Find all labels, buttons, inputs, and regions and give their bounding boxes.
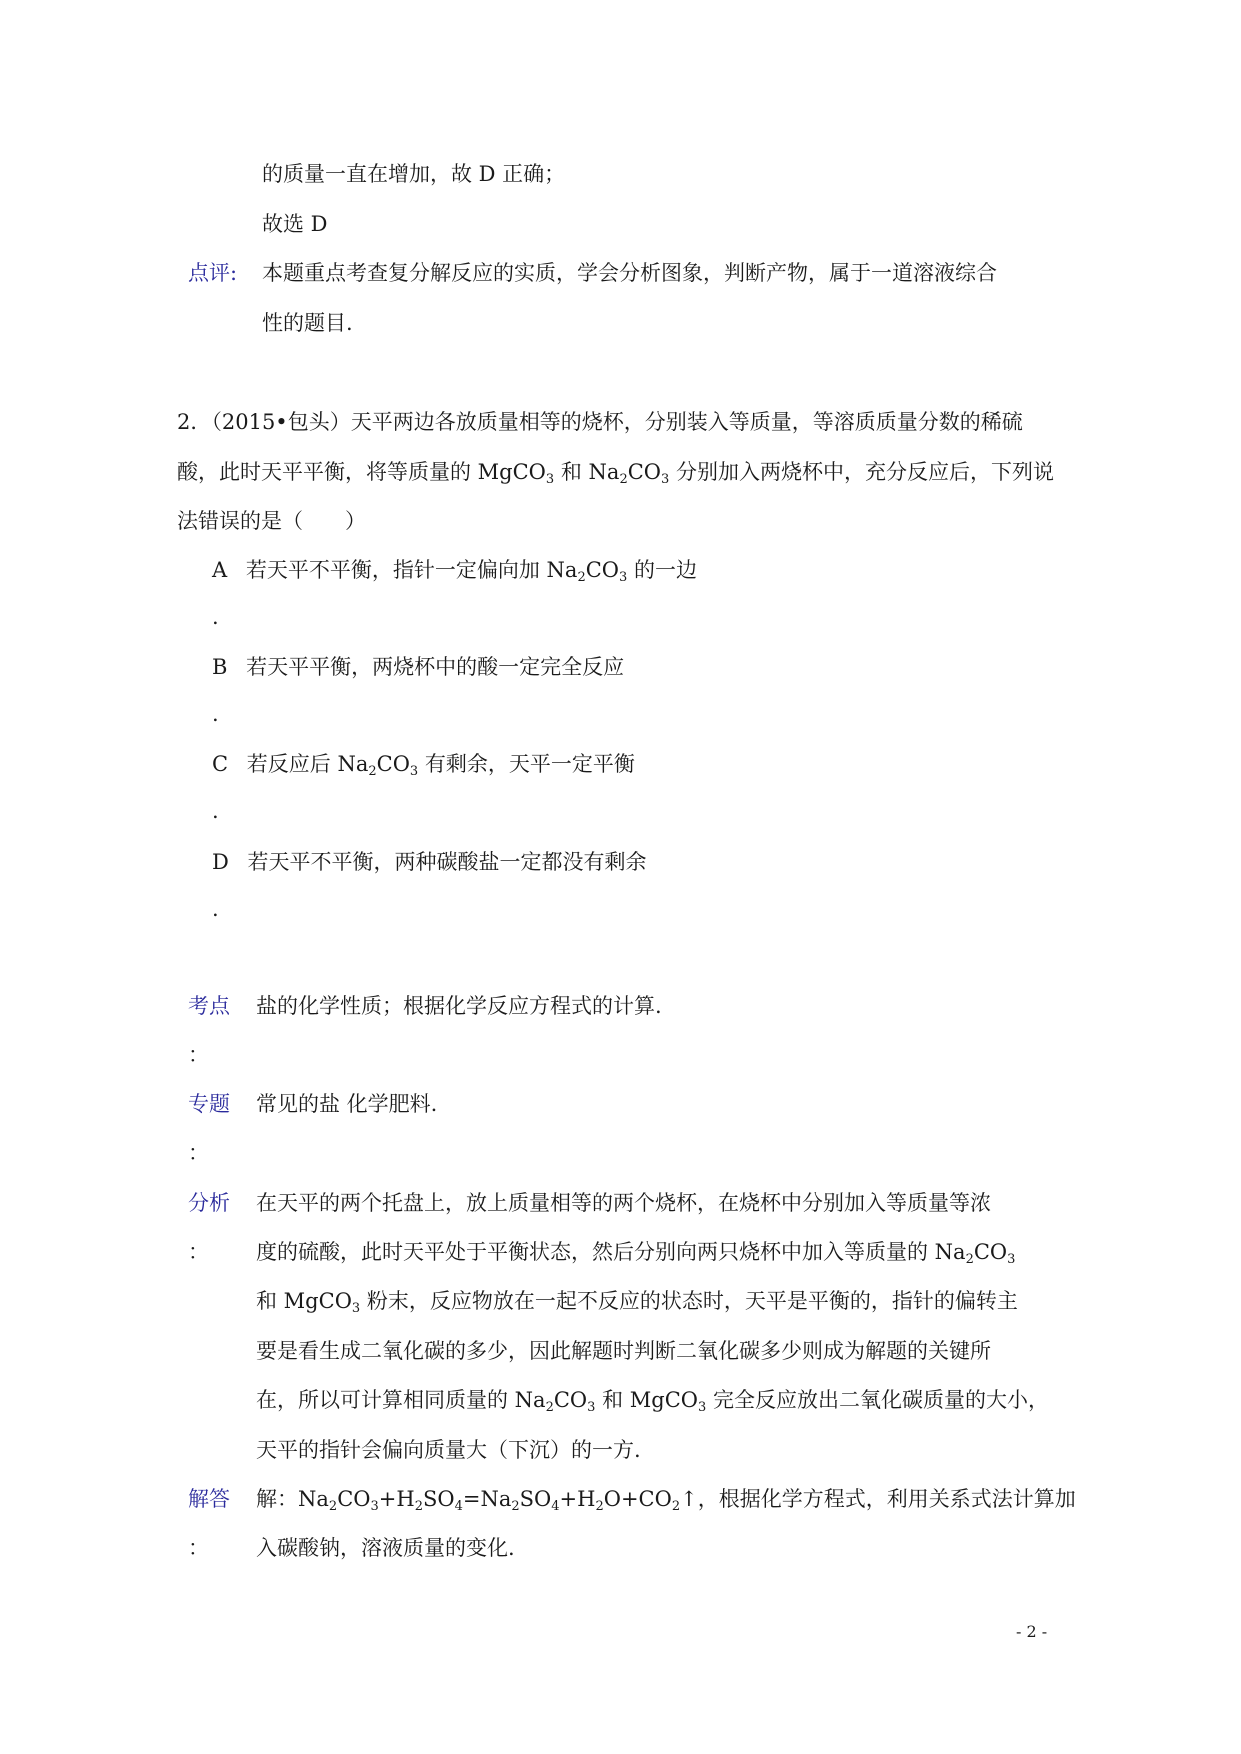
question-stem: 酸，此时天平平衡，将等质量的 MgCO$_3$ 和 $Na_2CO_3$ 分别加入两烧杯中，充分反应后，下列说 — [177, 460, 1054, 487]
label-colon: ： — [188, 1043, 209, 1067]
fenxi-text: 和 MgCO$_3$ 粉末，反应物放在一起不反应的状态时，天平是平衡的，指针的偏转主 — [256, 1289, 1018, 1316]
fenxi-text: 在，所以可计算相同质量的 $Na_2CO_3$ 和 MgCO$_3$ 完全反应放出二氧化碳质量的大小， — [256, 1388, 1049, 1415]
option-a: A 若天平不平衡，指针一定偏向加 $Na_2CO_3$ 的一边 — [212, 558, 697, 585]
label-colon: ： — [188, 1240, 209, 1264]
review-text: 性的题目. — [262, 311, 353, 335]
fenxi-text: 天平的指针会偏向质量大（下沉）的一方. — [256, 1438, 641, 1462]
zhuanti-text: 常见的盐 化学肥料. — [256, 1092, 438, 1116]
label-colon: ： — [188, 1536, 209, 1560]
option-b: B 若天平平衡，两烧杯中的酸一定完全反应 — [212, 655, 625, 679]
fenxi-label: 分析 — [188, 1191, 230, 1215]
option-dot: . — [212, 702, 219, 726]
option-c: C 若反应后 $Na_2CO_3$ 有剩余，天平一定平衡 — [212, 752, 635, 779]
review-label: 点评: — [188, 261, 238, 285]
zhuanti-label: 专题 — [188, 1092, 230, 1116]
option-dot: . — [212, 799, 219, 823]
review-text: 本题重点考查复分解反应的实质，学会分析图象，判断产物，属于一道溶液综合 — [262, 261, 997, 285]
solution-line: 故选 D — [262, 212, 328, 236]
jieda-text: 解：$Na_2CO_3+H_2SO_4=Na_2SO_4+H_2O+CO_2↑$，根据化学方程式，利用关系式法计算加 — [256, 1487, 1076, 1514]
label-colon: ： — [188, 1141, 209, 1165]
jieda-label: 解答 — [188, 1487, 230, 1511]
fenxi-text: 在天平的两个托盘上，放上质量相等的两个烧杯，在烧杯中分别加入等质量等浓 — [256, 1191, 991, 1215]
question-stem: 2．（2015•包头）天平两边各放质量相等的烧杯，分别装入等质量，等溶质质量分数的稀硫 — [177, 410, 1023, 434]
solution-line: 的质量一直在增加，故 D 正确； — [262, 162, 566, 186]
jieda-text: 入碳酸钠，溶液质量的变化. — [256, 1536, 515, 1560]
option-d: D 若天平不平衡，两种碳酸盐一定都没有剩余 — [212, 850, 647, 874]
fenxi-text: 要是看生成二氧化碳的多少，因此解题时判断二氧化碳多少则成为解题的关键所 — [256, 1339, 991, 1363]
option-dot: . — [212, 605, 219, 629]
question-stem: 法错误的是（ ） — [177, 509, 366, 533]
page-number: - 2 - — [1016, 1622, 1048, 1641]
kaodian-text: 盐的化学性质；根据化学反应方程式的计算. — [256, 994, 662, 1018]
kaodian-label: 考点 — [188, 994, 230, 1018]
fenxi-text: 度的硫酸，此时天平处于平衡状态，然后分别向两只烧杯中加入等质量的 $Na_2CO_3$ — [256, 1240, 1016, 1267]
option-dot: . — [212, 897, 219, 921]
